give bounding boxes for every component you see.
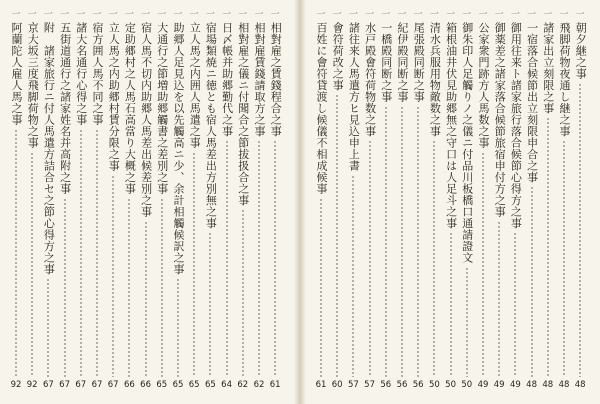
entry-bullet: 一 <box>108 10 118 20</box>
entry-bullet: 一 <box>92 10 102 20</box>
toc-entry <box>394 10 410 396</box>
toc-entry <box>378 10 394 396</box>
entry-bullet: 一 <box>173 10 183 20</box>
page-number: 49 <box>509 380 521 390</box>
page-number: 50 <box>445 380 456 390</box>
entry-title: 朝夕継之事 <box>574 22 588 80</box>
entry-bullet: 一 <box>141 10 151 20</box>
toc-entry <box>507 10 523 396</box>
entry-title: 五街道通行之諸家姓名并高附之事 <box>58 22 72 195</box>
entry-bullet: 一 <box>575 10 585 20</box>
toc-entry <box>24 10 40 396</box>
page-number: 61 <box>315 380 327 390</box>
entry-title: 立人馬之内囲人馬遣之事 <box>188 22 202 149</box>
entry-title: 御朱印人足觸りノ之儀ニ付品川板橋口通請證文 <box>460 22 474 264</box>
page-number: 67 <box>91 380 103 390</box>
page-number: 67 <box>75 380 87 390</box>
page-number: 65 <box>156 380 168 390</box>
entry-bullet: 一 <box>316 10 326 20</box>
entry-title: 諸大名通行心得之事 <box>74 22 88 126</box>
entry-bullet: 一 <box>332 10 342 20</box>
page-number: 56 <box>380 380 392 390</box>
leader-dots <box>563 140 565 377</box>
entry-bullet: 一 <box>222 10 232 20</box>
toc-entry <box>313 10 329 396</box>
toc-entry <box>426 10 442 396</box>
toc-entry <box>154 10 170 396</box>
page-number: 65 <box>172 380 184 390</box>
entry-title: 御薬差之諸家落合候節旅宿申付方之事 <box>493 22 507 218</box>
entry-title: 附 諸家旅行ニ付人馬遣方詰合セ之節心得方之事 <box>42 22 56 275</box>
entry-bullet: 一 <box>559 10 569 20</box>
entry-title: 諸往来人馬遣方ヒ見込申上書 <box>347 22 361 172</box>
leader-dots <box>482 152 484 378</box>
page-number: 67 <box>42 380 54 390</box>
page-number: 65 <box>204 380 216 390</box>
entry-title: 箱根油井伏見助郷無之守口は人足斗之事 <box>444 22 458 229</box>
entry-title: 助郷人足見込を以先觸高ニ少、余計相觸候訳之事 <box>172 22 185 275</box>
entry-title: 百姓に會符貸渡し候儀不相成候事 <box>315 22 328 195</box>
entry-title: 一橋殿同断之事 <box>379 22 393 103</box>
leader-dots <box>514 232 516 377</box>
entry-bullet: 一 <box>527 10 537 20</box>
entry-bullet: 一 <box>494 10 504 20</box>
entry-title: 相對雇之賃錢程合之事 <box>269 22 283 137</box>
entry-title: 尾張殿同断之事 <box>412 22 426 103</box>
entry-title: 大通行之節増助郷觸書之差別之事 <box>155 22 169 195</box>
page-number: 67 <box>59 380 70 390</box>
toc-entry <box>57 10 73 396</box>
leader-dots <box>242 209 244 377</box>
toc-entry <box>491 10 507 396</box>
leader-dots <box>177 278 179 377</box>
entry-bullet: 一 <box>413 10 423 20</box>
page-number: 61 <box>269 380 281 390</box>
entry-bullet: 一 <box>446 10 456 20</box>
entry-bullet: 一 <box>348 10 358 20</box>
entry-bullet: 一 <box>27 10 37 20</box>
entry-bullet: 一 <box>270 10 280 20</box>
entry-title: 御用往来ト諸家旅行落合候節心得方之事 <box>509 22 523 229</box>
leader-dots <box>64 198 66 378</box>
book-gutter <box>294 0 306 404</box>
entry-bullet: 一 <box>60 10 70 20</box>
toc-entry <box>443 10 459 396</box>
entry-title: 清水兵服用物敵数之事 <box>428 22 442 137</box>
entry-bullet: 一 <box>478 10 488 20</box>
toc-entry <box>540 10 556 396</box>
leader-dots <box>15 129 17 378</box>
entry-title: 一宿落合候節出立刻限申合之事 <box>525 22 539 183</box>
toc-entry <box>73 10 89 396</box>
entry-bullet: 一 <box>11 10 21 20</box>
page-number: 48 <box>526 380 537 390</box>
toc-entry <box>40 10 56 396</box>
page-number: 60 <box>331 380 343 390</box>
entry-title: 宿方囲人馬不同之事 <box>91 22 104 126</box>
toc-entry <box>267 10 283 396</box>
page-number: 66 <box>123 380 135 390</box>
toc-entry <box>410 10 426 396</box>
entry-title: 相對雇賃錢請取方之事 <box>253 22 266 137</box>
toc-entry <box>524 10 540 396</box>
leader-dots <box>547 117 549 377</box>
entry-title: 飛脚荷物夜通し継之事 <box>558 22 571 137</box>
leader-dots <box>209 232 211 377</box>
page-number: 92 <box>10 380 22 390</box>
leader-dots <box>417 106 419 378</box>
leader-dots <box>433 140 435 377</box>
toc-entry <box>202 10 218 396</box>
page-number: 50 <box>461 380 473 390</box>
entry-title: 定助郷村之人馬石高當り大概之事 <box>123 22 137 195</box>
toc-entry <box>345 10 361 396</box>
entry-bullet: 一 <box>397 10 407 20</box>
toc-entry <box>138 10 154 396</box>
entry-bullet: 一 <box>543 10 553 20</box>
entry-bullet: 一 <box>238 10 248 20</box>
entry-bullet: 一 <box>157 10 167 20</box>
page-number: 65 <box>188 380 200 390</box>
leader-dots <box>193 152 195 378</box>
page-number: 49 <box>493 380 505 390</box>
toc-entry <box>556 10 572 396</box>
entry-bullet: 一 <box>429 10 439 20</box>
leader-dots <box>450 232 452 377</box>
page-number: 48 <box>574 380 586 390</box>
leader-dots <box>579 83 581 378</box>
page-number: 56 <box>412 380 424 390</box>
page-number: 50 <box>428 380 440 390</box>
entry-title: 諸家出立刻限之事 <box>541 22 555 114</box>
entry-title: 水戸殿會符荷物数之事 <box>363 22 377 137</box>
leader-dots <box>369 140 371 377</box>
page-number: 62 <box>237 380 249 390</box>
page-number: 48 <box>542 380 554 390</box>
leader-dots <box>320 198 322 378</box>
toc-entry <box>89 10 105 396</box>
page-number: 57 <box>364 380 375 390</box>
toc-entry <box>186 10 202 396</box>
leader-dots <box>80 129 82 378</box>
toc-entry <box>459 10 475 396</box>
toc-entry <box>219 10 235 396</box>
page-number: 62 <box>253 380 265 390</box>
leader-dots <box>352 175 354 378</box>
leader-dots <box>226 140 228 377</box>
leader-dots <box>466 267 468 378</box>
entry-title: 會符荷改之事 <box>331 22 345 91</box>
leader-dots <box>401 106 403 378</box>
entry-title: 京大坂三度飛脚荷物之事 <box>26 22 40 149</box>
page-number: 49 <box>477 380 489 390</box>
toc-entry <box>170 10 186 396</box>
toc-entry <box>8 10 24 396</box>
toc-entry <box>121 10 137 396</box>
entry-bullet: 一 <box>124 10 134 20</box>
entry-title: 宿場類焼ニ徳とも宿人馬差出方別無之事 <box>204 22 218 229</box>
entry-bullet: 一 <box>381 10 391 20</box>
entry-bullet: 一 <box>510 10 520 20</box>
leader-dots <box>258 140 260 377</box>
entry-title: 立人馬之内助郷村賃分限之事 <box>107 22 121 172</box>
entry-bullet: 一 <box>43 10 53 20</box>
toc-entry <box>475 10 491 396</box>
toc-entry <box>235 10 251 396</box>
entry-bullet: 一 <box>365 10 375 20</box>
entry-bullet: 一 <box>76 10 86 20</box>
entry-title: 相對雇之儀ニ付聞合之節拔扱合之事 <box>236 22 250 206</box>
leader-dots <box>128 198 130 378</box>
entry-title: 宿人馬不切内助郷人馬差出候差別之事 <box>139 22 153 218</box>
page-number: 66 <box>140 380 151 390</box>
entry-title: 阿蘭陀人雇人馬之事 <box>10 22 23 126</box>
toc-entry <box>251 10 267 396</box>
entry-title: 紀伊殿同断之事 <box>396 22 409 103</box>
page-number: 92 <box>26 380 38 390</box>
entry-title: 日〆帳并助郷勤代之事 <box>220 22 234 137</box>
entry-title: 公家衆門跡方人馬数之事 <box>477 22 490 149</box>
leader-dots <box>498 221 500 378</box>
entry-bullet: 一 <box>205 10 215 20</box>
page-number: 56 <box>396 380 408 390</box>
entry-bullet: 一 <box>462 10 472 20</box>
leader-dots <box>31 152 33 378</box>
leader-dots <box>47 278 49 377</box>
page-number: 67 <box>107 380 119 390</box>
page-number: 57 <box>347 380 359 390</box>
entry-bullet: 一 <box>254 10 264 20</box>
leader-dots <box>112 175 114 378</box>
page-number: 64 <box>221 380 232 390</box>
toc-entry <box>329 10 345 396</box>
leader-dots <box>336 94 338 377</box>
leader-dots <box>274 140 276 377</box>
toc-entry <box>572 10 588 396</box>
leader-dots <box>145 221 147 378</box>
entry-bullet: 一 <box>189 10 199 20</box>
leader-dots <box>161 198 163 378</box>
leader-dots <box>96 129 98 378</box>
toc-entry <box>105 10 121 396</box>
leader-dots <box>531 186 533 377</box>
page-number: 48 <box>558 380 570 390</box>
leader-dots <box>385 106 387 378</box>
toc-entry <box>362 10 378 396</box>
